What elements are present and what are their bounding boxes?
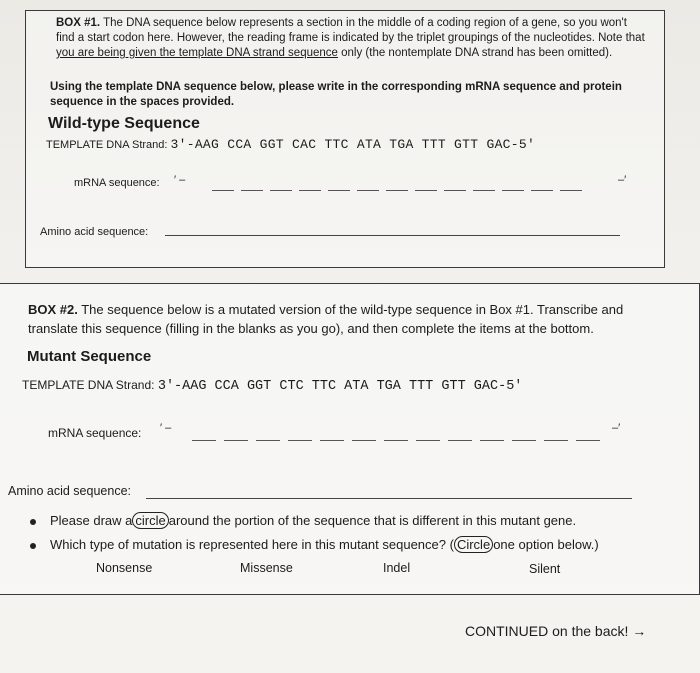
codon-blank[interactable] xyxy=(512,432,536,441)
codon-blank[interactable] xyxy=(576,432,600,441)
strand-label: TEMPLATE DNA Strand: xyxy=(46,139,168,151)
option-missense[interactable]: Missense xyxy=(240,561,293,575)
codon-blank[interactable] xyxy=(224,432,248,441)
codon-blank[interactable] xyxy=(544,432,568,441)
option-indel[interactable]: Indel xyxy=(383,561,411,575)
mutant-mrna-end: –′ xyxy=(612,422,621,434)
mutant-mrna-label: mRNA sequence: xyxy=(48,426,142,440)
wildtype-mrna-end: –′ xyxy=(618,174,627,186)
mutant-heading: Mutant Sequence xyxy=(27,348,152,365)
codon-blank[interactable] xyxy=(531,182,553,191)
codon-blank[interactable] xyxy=(415,182,437,191)
codon-blank[interactable] xyxy=(270,182,292,191)
codon-blank[interactable] xyxy=(328,182,350,191)
box2-label: BOX #2. xyxy=(28,302,78,317)
box1-label: BOX #1. xyxy=(56,17,101,29)
codon-blank[interactable] xyxy=(448,432,472,441)
wildtype-mrna-blanks[interactable] xyxy=(212,182,582,191)
mutant-amino-label: Amino acid sequence: xyxy=(8,484,131,498)
codon-blank[interactable] xyxy=(241,182,263,191)
codon-blank[interactable] xyxy=(352,432,376,441)
codon-blank[interactable] xyxy=(386,182,408,191)
mutant-mrna-blanks[interactable] xyxy=(192,432,600,441)
wildtype-amino-label: Amino acid sequence: xyxy=(40,226,149,238)
codon-blank[interactable] xyxy=(192,432,216,441)
bullet-icon xyxy=(30,519,36,525)
codon-blank[interactable] xyxy=(473,182,495,191)
wildtype-mrna-label: mRNA sequence: xyxy=(74,177,160,189)
bullet-circle-difference: Please draw a circle around the portion of the sequence that is different in this mutant gene. xyxy=(30,512,576,529)
mutant-mrna-start: ′ – xyxy=(160,422,172,434)
strand-label: TEMPLATE DNA Strand: xyxy=(22,378,155,392)
codon-blank[interactable] xyxy=(560,182,582,191)
codon-blank[interactable] xyxy=(212,182,234,191)
mutant-amino-line[interactable] xyxy=(146,497,632,499)
codon-blank[interactable] xyxy=(256,432,280,441)
mutant-template-strand xyxy=(22,378,522,394)
bullet-icon xyxy=(30,543,36,549)
wildtype-mrna-start: ′ – xyxy=(174,174,186,186)
option-silent[interactable]: Silent xyxy=(529,562,561,576)
wildtype-template-strand xyxy=(46,137,535,152)
codon-blank[interactable] xyxy=(444,182,466,191)
codon-blank[interactable] xyxy=(299,182,321,191)
wildtype-heading: Wild-type Sequence xyxy=(48,115,200,132)
box2-intro: BOX #2. The sequence below is a mutated version of the wild-type sequence in Box #1. Transcribe and translate this sequence (filling in the blanks as you go), and then complete the items at the bottom. xyxy=(28,302,624,336)
option-nonsense[interactable]: Nonsense xyxy=(96,561,153,575)
codon-blank[interactable] xyxy=(480,432,504,441)
circled-word: Circle xyxy=(454,536,493,553)
wildtype-amino-line[interactable] xyxy=(165,234,620,236)
bullet-mutation-type: Which type of mutation is represented here in this mutant sequence? ( Circle one option below.) xyxy=(30,536,599,553)
continued-note: CONTINUED on the back! → xyxy=(465,623,647,639)
codon-blank[interactable] xyxy=(357,182,379,191)
box1-instruction: Using the template DNA sequence below, please write in the corresponding mRNA sequence and protein sequence in the spaces provided. xyxy=(50,81,622,108)
circled-word: circle xyxy=(132,512,168,529)
codon-blank[interactable] xyxy=(416,432,440,441)
strand-sequence: 3′-AAG CCA GGT CTC TTC ATA TGA TTT GTT GAC-5′ xyxy=(157,379,523,394)
codon-blank[interactable] xyxy=(288,432,312,441)
codon-blank[interactable] xyxy=(384,432,408,441)
box1-intro: BOX #1. The DNA sequence below represents a section in the middle of a coding region of a gene, so you won't find a start codon here. However, the reading frame is indicated by the triplet groupings of the nucleotides. Note that you are being given the template DNA strand sequence only (the nontemplate DNA strand has been omitted). xyxy=(56,17,645,59)
codon-blank[interactable] xyxy=(320,432,344,441)
strand-sequence: 3′-AAG CCA GGT CAC TTC ATA TGA TTT GTT GAC-5′ xyxy=(170,137,536,152)
codon-blank[interactable] xyxy=(502,182,524,191)
